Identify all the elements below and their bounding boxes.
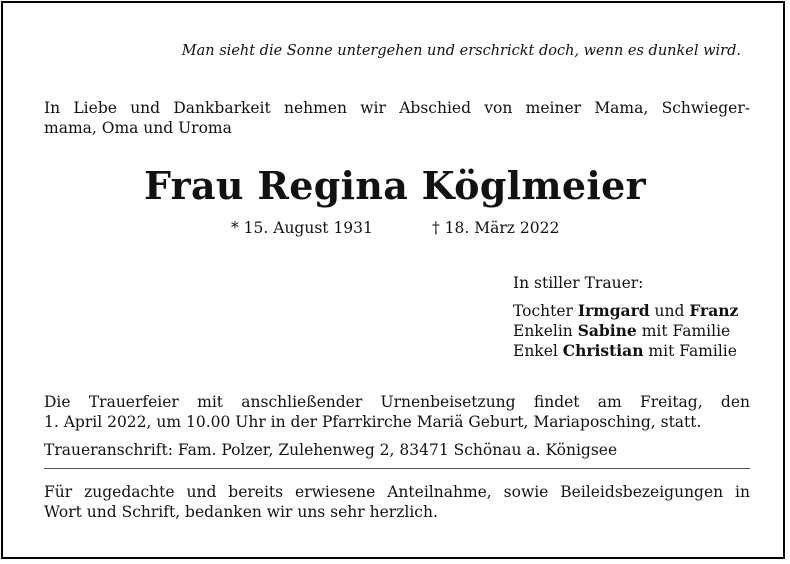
death-date: † 18. März 2022: [432, 219, 560, 237]
intro-text: [44, 98, 750, 138]
thanks-text: [44, 482, 750, 522]
mourner-relation: Enkelin: [513, 322, 578, 340]
mourner-name-irmgard: Irmgard: [577, 301, 650, 320]
mourner-name-christian: Christian: [562, 341, 644, 360]
obituary-notice: [1, 1, 785, 559]
intro-line-1: In Liebe und Dankbarkeit nehmen wir Abschied von meiner Mama, Schwieger-: [44, 99, 750, 117]
deceased-name: Frau Regina Köglmeier: [144, 163, 646, 208]
mourner-relation: Enkel: [513, 342, 563, 360]
service-line-1: Die Trauerfeier mit anschließender Urnenbeisetzung findet am Freitag, den: [44, 393, 750, 411]
intro-line-2: mama, Oma und Uroma: [44, 119, 232, 137]
divider-line: [44, 468, 750, 469]
mourner-row-grandson: [513, 341, 738, 361]
mourner-row-granddaughter: [513, 321, 738, 341]
mourner-row-daughter: [513, 301, 738, 321]
birth-date: * 15. August 1931: [231, 219, 373, 237]
mourner-suffix: mit Familie: [636, 322, 731, 340]
funeral-service-text: [44, 392, 750, 432]
mourner-relation: Tochter: [513, 302, 578, 320]
mourner-suffix: mit Familie: [643, 342, 737, 360]
thanks-line-2: Wort und Schrift, bedanken wir uns sehr herzlich.: [44, 503, 438, 521]
mourners-heading: In stiller Trauer:: [513, 274, 644, 292]
thanks-line-1: Für zugedachte und bereits erwiesene Anteilnahme, sowie Beileidsbezeigungen in: [44, 483, 750, 501]
mourning-address: Traueranschrift: Fam. Polzer, Zulehenweg 2, 83471 Schönau a. Königsee: [44, 441, 618, 459]
mourner-name-franz: Franz: [689, 301, 739, 320]
mourners-block: [513, 273, 738, 361]
mourner-conjunction: und: [649, 302, 690, 320]
motto-quote: Man sieht die Sonne untergehen und erschrickt doch, wenn es dunkel wird.: [181, 43, 741, 59]
mourner-name-sabine: Sabine: [577, 321, 637, 340]
service-line-2: 1. April 2022, um 10.00 Uhr in der Pfarrkirche Mariä Geburt, Mariaposching, statt.: [44, 413, 702, 431]
